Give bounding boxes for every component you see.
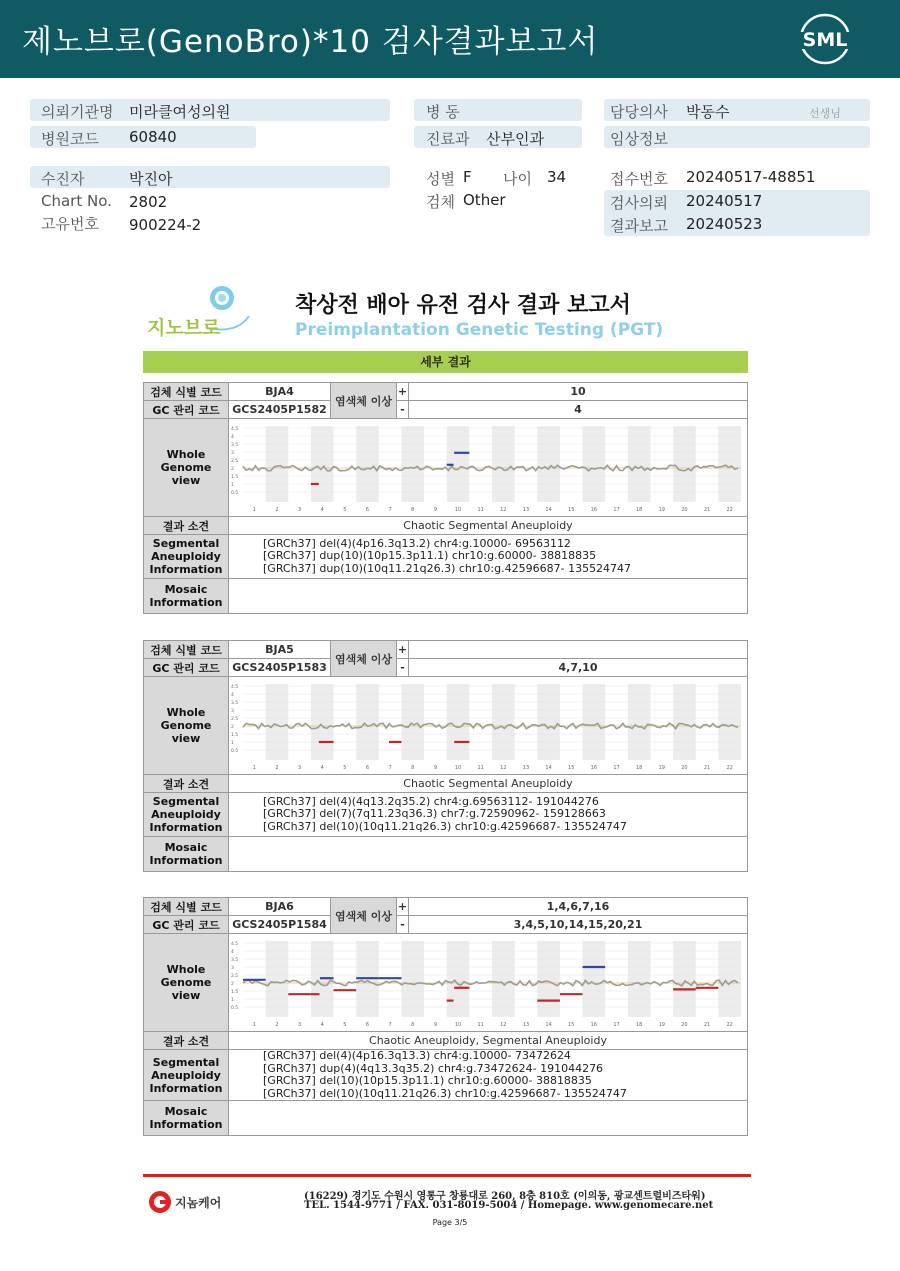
sample-code-label: 검체 식별 코드: [144, 641, 229, 659]
x-tick-label: 20: [681, 764, 688, 771]
gc-code-label: GC 관리 코드: [144, 916, 229, 934]
report-header-bar: [0, 0, 900, 78]
plus-sign: +: [397, 641, 409, 659]
y-tick-label: 2.5: [231, 458, 239, 464]
dept-value: 산부인과: [486, 130, 544, 148]
x-tick-label: 3: [297, 1021, 302, 1028]
minus-sign: -: [397, 401, 409, 419]
x-tick-label: 19: [658, 1021, 665, 1028]
minus-sign: -: [397, 659, 409, 677]
x-tick-label: 9: [433, 506, 438, 513]
x-tick-label: 2: [275, 764, 279, 771]
segment-line: [GRCh37] del(10)(10q11.21q26.3) chr10:g.42596687- 135524747: [263, 819, 627, 833]
y-tick-label: 3.5: [231, 957, 239, 963]
dept-label: 진료과: [426, 130, 470, 148]
x-tick-label: 17: [613, 1021, 620, 1028]
x-tick-label: 21: [703, 1021, 711, 1028]
y-tick-label: 2: [231, 981, 234, 987]
gc-code-value: GCS2405P1583: [229, 659, 331, 677]
x-tick-label: 12: [500, 506, 507, 513]
sex-value: F: [463, 168, 472, 186]
result-value: Chaotic Segmental Aneuploidy: [229, 775, 748, 793]
sex-label: 성별: [426, 170, 455, 188]
x-tick-label: 7: [388, 506, 392, 513]
segmental-label: Segmental Aneuploidy Information: [144, 793, 229, 837]
y-tick-label: 4: [231, 949, 234, 955]
sample-code-label: 검체 식별 코드: [144, 383, 229, 401]
x-tick-label: 4: [320, 1021, 324, 1028]
chrom-band: [718, 684, 741, 760]
chrom-band: [492, 941, 515, 1017]
chrom-band: [583, 941, 606, 1017]
footer-contact: TEL. 1544-9771 / FAX. 031-8019-5004 / Homepage. www.genomecare.net: [304, 1200, 714, 1211]
y-tick-label: 2: [231, 466, 234, 472]
segmental-label: Segmental Aneuploidy Information: [144, 535, 229, 579]
result-label: 결과 소견: [144, 517, 229, 535]
x-tick-label: 12: [500, 764, 507, 771]
chrom-band: [673, 941, 696, 1017]
whole-genome-label: Whole Genome view: [144, 934, 229, 1032]
report-value: 20240523: [686, 215, 763, 233]
receipt-value: 20240517-48851: [686, 168, 816, 186]
x-tick-label: 4: [320, 764, 324, 771]
x-tick-label: 12: [500, 1021, 507, 1028]
chrom-band: [492, 426, 515, 502]
x-tick-label: 10: [454, 764, 462, 771]
whole-genome-label: Whole Genome view: [144, 677, 229, 775]
hospital-code-label: 병원코드: [41, 130, 99, 148]
segment-line: [GRCh37] del(7)(7q11.23q36.3) chr7:g.72590962- 159128663: [263, 807, 606, 821]
chrom-band: [583, 426, 606, 502]
mosaic-label: Mosaic Information: [144, 837, 229, 872]
chrom-band: [401, 941, 424, 1017]
x-tick-label: 20: [681, 506, 688, 513]
gc-code-value: GCS2405P1582: [229, 401, 331, 419]
y-tick-label: 1.5: [231, 732, 239, 738]
chrom-band: [447, 941, 470, 1017]
sample-table: [143, 897, 748, 1136]
chart-label: Chart No.: [41, 192, 112, 210]
plus-sign: +: [397, 383, 409, 401]
chrom-band: [628, 941, 651, 1017]
plus-chromosomes: [409, 641, 748, 659]
y-tick-label: 0.5: [231, 1005, 239, 1011]
x-tick-label: 20: [681, 1021, 688, 1028]
x-tick-label: 15: [568, 764, 575, 771]
x-tick-label: 11: [477, 1021, 484, 1028]
chrom-band: [356, 684, 379, 760]
x-tick-label: 5: [343, 764, 347, 771]
chrom-band: [356, 426, 379, 502]
mosaic-info: [229, 1101, 748, 1136]
segmental-label: Segmental Aneuploidy Information: [144, 1050, 229, 1101]
genome-chart: [229, 935, 745, 1031]
x-tick-label: 22: [726, 1021, 733, 1028]
request-label: 검사의뢰: [610, 194, 668, 212]
y-tick-label: 1: [231, 740, 234, 746]
mosaic-label: Mosaic Information: [144, 1101, 229, 1136]
x-tick-label: 19: [658, 506, 665, 513]
doctor-suffix: 선생님: [809, 107, 841, 120]
gc-code-label: GC 관리 코드: [144, 659, 229, 677]
x-tick-label: 19: [658, 764, 665, 771]
x-tick-label: 18: [635, 506, 643, 513]
x-tick-label: 13: [522, 1021, 530, 1028]
segment-line: [GRCh37] del(4)(4p16.3q13.3) chr4:g.10000- 73472624: [263, 1049, 571, 1062]
chrom-abnormal-label: 염색체 이상: [331, 383, 397, 419]
chrom-band: [718, 426, 741, 502]
plus-sign: +: [397, 898, 409, 916]
segmental-info: [229, 793, 748, 837]
x-tick-label: 18: [635, 1021, 643, 1028]
hospital-code-value: 60840: [129, 128, 177, 146]
y-tick-label: 1: [231, 482, 234, 488]
x-tick-label: 4: [320, 506, 324, 513]
sample-table: [143, 382, 748, 614]
segment-line: [GRCh37] del(4)(4p16.3q13.2) chr4:g.10000- 69563112: [263, 536, 571, 550]
chrom-band: [537, 426, 560, 502]
x-tick-label: 14: [545, 764, 552, 771]
segment-line: [GRCh37] del(4)(4q13.2q35.2) chr4:g.69563112- 191044276: [263, 794, 599, 808]
chrom-band: [628, 426, 651, 502]
x-tick-label: 1: [252, 506, 256, 513]
chrom-band: [628, 684, 651, 760]
y-tick-label: 4: [231, 434, 234, 440]
sml-logo-icon: [796, 12, 854, 66]
x-tick-label: 5: [343, 506, 347, 513]
age-label: 나이: [503, 170, 532, 188]
chrom-band: [583, 684, 606, 760]
gc-code-label: GC 관리 코드: [144, 401, 229, 419]
report-subtitle: Preimplantation Genetic Testing (PGT): [295, 320, 664, 340]
minus-chromosomes: 4,7,10: [409, 659, 748, 677]
y-tick-label: 2.5: [231, 716, 239, 722]
x-tick-label: 8: [411, 506, 415, 513]
plus-chromosomes: 1,4,6,7,16: [409, 898, 748, 916]
chrom-band: [266, 684, 289, 760]
x-tick-label: 3: [297, 764, 302, 771]
footer-address: (16229) 경기도 수원시 영통구 창룡대로 260, 8층 810호 (이의동, 광교센트럴비즈타워): [304, 1191, 706, 1202]
sample-code-value: BJA5: [229, 641, 331, 659]
segmental-info: [229, 535, 748, 579]
x-tick-label: 1: [252, 764, 256, 771]
x-tick-label: 21: [703, 506, 711, 513]
x-tick-label: 6: [365, 506, 370, 513]
y-tick-label: 3: [231, 708, 234, 714]
chrom-band: [401, 684, 424, 760]
y-tick-label: 1: [231, 997, 234, 1003]
chrom-band: [311, 426, 334, 502]
minus-chromosomes: 3,4,5,10,14,15,20,21: [409, 916, 748, 934]
svg-text:SML: SML: [802, 29, 848, 51]
genome-chart: [229, 678, 745, 774]
x-tick-label: 17: [613, 506, 620, 513]
y-tick-label: 3.5: [231, 700, 239, 706]
x-tick-label: 2: [275, 1021, 279, 1028]
x-tick-label: 9: [433, 764, 438, 771]
y-tick-label: 0.5: [231, 490, 239, 496]
x-tick-label: 6: [365, 1021, 370, 1028]
unique-label: 고유번호: [41, 215, 99, 233]
chrom-band: [401, 426, 424, 502]
minus-sign: -: [397, 916, 409, 934]
chrom-band: [537, 941, 560, 1017]
patient-value: 박진아: [129, 170, 173, 188]
report-label: 결과보고: [610, 217, 668, 235]
chrom-band: [673, 426, 696, 502]
chrom-band: [447, 684, 470, 760]
svg-text:지노브로: 지노브로: [147, 317, 221, 339]
sample-code-value: BJA4: [229, 383, 331, 401]
x-tick-label: 6: [365, 764, 370, 771]
x-tick-label: 10: [454, 506, 462, 513]
y-tick-label: 4.5: [231, 941, 239, 947]
segment-line: [GRCh37] del(10)(10q11.21q26.3) chr10:g.42596687- 135524747: [263, 1086, 627, 1100]
mosaic-info: [229, 579, 748, 614]
x-tick-label: 22: [726, 506, 733, 513]
x-tick-label: 17: [613, 764, 620, 771]
segment-line: [GRCh37] del(10)(10p15.3p11.1) chr10:g.60000- 38818835: [263, 1074, 592, 1087]
x-tick-label: 16: [590, 764, 598, 771]
chrom-band: [266, 941, 289, 1017]
chrom-band: [537, 684, 560, 760]
whole-genome-label: Whole Genome view: [144, 419, 229, 517]
ward-label: 병 동: [426, 103, 460, 121]
x-tick-label: 16: [590, 506, 598, 513]
detail-result-header: 세부 결과: [143, 351, 748, 373]
y-tick-label: 4.5: [231, 426, 239, 432]
result-value: Chaotic Aneuploidy, Segmental Aneuploidy: [229, 1032, 748, 1050]
y-tick-label: 2: [231, 724, 234, 730]
specimen-value: Other: [463, 191, 506, 209]
x-tick-label: 9: [433, 1021, 438, 1028]
chart-value: 2802: [129, 193, 168, 211]
chrom-band: [492, 684, 515, 760]
chrom-band: [718, 941, 741, 1017]
x-tick-label: 22: [726, 764, 733, 771]
y-tick-label: 1.5: [231, 989, 239, 995]
x-tick-label: 15: [568, 1021, 575, 1028]
x-tick-label: 1: [252, 1021, 256, 1028]
whole-genome-plot: [229, 935, 747, 1031]
x-tick-label: 15: [568, 506, 575, 513]
doctor-label: 담당의사: [610, 103, 668, 121]
x-tick-label: 14: [545, 506, 552, 513]
y-tick-label: 3.5: [231, 442, 239, 448]
institution-label: 의뢰기관명: [41, 103, 114, 121]
genome-chart: [229, 420, 745, 516]
specimen-label: 검체: [426, 193, 455, 211]
chrom-band: [311, 684, 334, 760]
doctor-value: 박동수: [686, 103, 730, 121]
clinical-label: 임상정보: [610, 130, 668, 148]
sample-code-value: BJA6: [229, 898, 331, 916]
x-tick-label: 7: [388, 1021, 392, 1028]
chrom-abnormal-label: 염색체 이상: [331, 898, 397, 934]
x-tick-label: 8: [411, 764, 415, 771]
segmental-info: [229, 1050, 748, 1101]
footer-divider: [143, 1174, 751, 1177]
page-number: Page 3/5: [432, 1218, 468, 1227]
y-tick-label: 0.5: [231, 748, 239, 754]
segment-line: [GRCh37] dup(10)(10p15.3p11.1) chr10:g.60000- 38818835: [263, 549, 597, 563]
patient-label: 수진자: [41, 170, 85, 188]
minus-chromosomes: 4: [409, 401, 748, 419]
unique-value: 900224-2: [129, 216, 202, 234]
sample-code-label: 검체 식별 코드: [144, 898, 229, 916]
sample-table: [143, 640, 748, 872]
y-tick-label: 3: [231, 965, 234, 971]
x-tick-label: 11: [477, 506, 484, 513]
x-tick-label: 8: [411, 1021, 415, 1028]
y-tick-label: 2.5: [231, 973, 239, 979]
result-label: 결과 소견: [144, 775, 229, 793]
x-tick-label: 2: [275, 506, 279, 513]
plus-chromosomes: 10: [409, 383, 748, 401]
genomecare-logo: [148, 1188, 238, 1216]
mosaic-label: Mosaic Information: [144, 579, 229, 614]
svg-text:지놈케어: 지놈케어: [175, 1196, 222, 1210]
x-tick-label: 7: [388, 764, 392, 771]
segment-line: [GRCh37] dup(10)(10q11.21q26.3) chr10:g.42596687- 135524747: [263, 561, 632, 575]
report-heading: [145, 282, 755, 342]
institution-value: 미라클여성의원: [129, 103, 231, 121]
receipt-label: 접수번호: [610, 170, 668, 188]
y-tick-label: 4: [231, 692, 234, 698]
x-tick-label: 16: [590, 1021, 598, 1028]
result-value: Chaotic Segmental Aneuploidy: [229, 517, 748, 535]
genobro-logo: [145, 282, 255, 342]
x-tick-label: 21: [703, 764, 711, 771]
chrom-band: [266, 426, 289, 502]
age-value: 34: [547, 168, 567, 186]
x-tick-label: 3: [297, 506, 302, 513]
request-value: 20240517: [686, 192, 763, 210]
y-tick-label: 1.5: [231, 474, 239, 480]
x-tick-label: 10: [454, 1021, 462, 1028]
report-title: 제노브로(GenoBro)*10 검사결과보고서: [22, 24, 599, 60]
report-main-title: 착상전 배아 유전 검사 결과 보고서: [295, 293, 631, 318]
x-tick-label: 13: [522, 764, 530, 771]
x-tick-label: 14: [545, 1021, 552, 1028]
x-tick-label: 18: [635, 764, 643, 771]
gc-code-value: GCS2405P1584: [229, 916, 331, 934]
mosaic-info: [229, 837, 748, 872]
whole-genome-plot: [229, 678, 747, 774]
y-tick-label: 4.5: [231, 684, 239, 690]
result-label: 결과 소견: [144, 1032, 229, 1050]
x-tick-label: 13: [522, 506, 530, 513]
x-tick-label: 11: [477, 764, 484, 771]
y-tick-label: 3: [231, 450, 234, 456]
whole-genome-plot: [229, 420, 747, 516]
chrom-abnormal-label: 염색체 이상: [331, 641, 397, 677]
chrom-band: [673, 684, 696, 760]
segment-line: [GRCh37] dup(4)(4q13.3q35.2) chr4:g.73472624- 191044276: [263, 1061, 604, 1075]
x-tick-label: 5: [343, 1021, 347, 1028]
